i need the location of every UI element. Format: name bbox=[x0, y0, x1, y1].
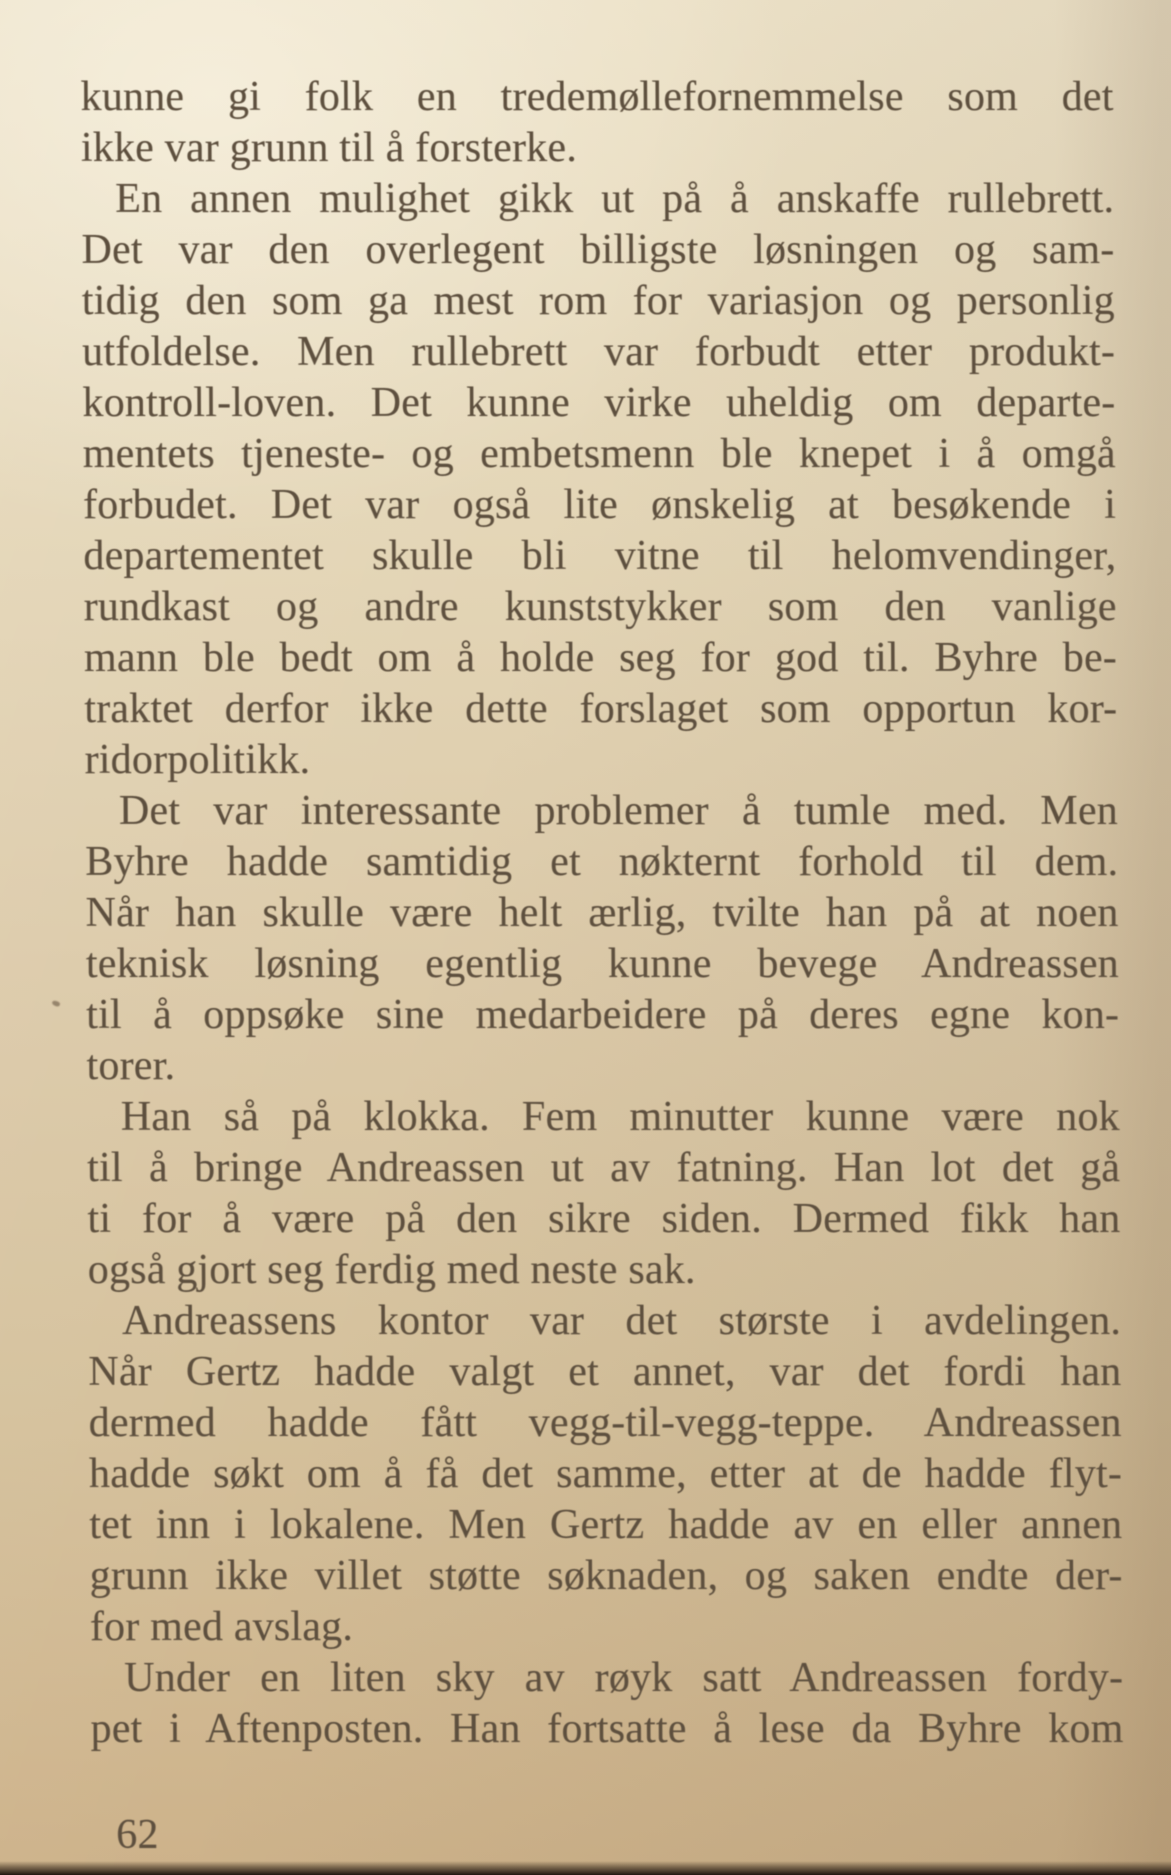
text-line: teknisk løsning egentlig kunne bevege Andreassen bbox=[85, 941, 1120, 987]
text-line: kunne gi folk en tredemøllefornemmelse som det bbox=[80, 74, 1114, 120]
text-line: Det var interessante problemer å tumle med. Men bbox=[118, 788, 1119, 834]
text-line: Under en liten sky av røyk satt Andreassen fordy- bbox=[124, 1655, 1124, 1701]
text-line: kontroll-loven. Det kunne virke uheldig om departe- bbox=[82, 380, 1116, 426]
text-line: mann ble bedt om å holde seg for god til. Byhre be- bbox=[83, 635, 1118, 681]
text-line: Byhre hadde samtidig et nøkternt forhold til dem. bbox=[85, 839, 1119, 885]
text-line: traktet derfor ikke dette forslaget som opportun kor- bbox=[84, 686, 1118, 732]
text-line: tidig den som ga mest rom for variasjon og personlig bbox=[81, 278, 1115, 324]
text-line: ti for å være på den sikre siden. Dermed fikk han bbox=[87, 1196, 1121, 1242]
text-line: tet inn i lokalene. Men Gertz hadde av en eller annen bbox=[89, 1502, 1123, 1548]
text-line: pet i Aftenposten. Han fortsatte å lese da Byhre kom bbox=[90, 1706, 1124, 1752]
text-line: til å oppsøke sine medarbeidere på deres egne kon- bbox=[86, 992, 1120, 1038]
text-line: mentets tjeneste- og embetsmenn ble knepet i å omgå bbox=[82, 431, 1116, 477]
text-line: Når han skulle være helt ærlig, tvilte han på at noen bbox=[85, 890, 1119, 936]
body-text bbox=[80, 72, 1123, 1755]
page-number: 62 bbox=[116, 1812, 159, 1858]
page-bottom-edge-shadow bbox=[0, 1861, 1171, 1875]
text-line: dermed hadde fått vegg-til-vegg-teppe. Andreassen bbox=[88, 1400, 1122, 1446]
text-line: forbudet. Det var også lite ønskelig at besøkende i bbox=[82, 482, 1117, 528]
text-line: Andreassens kontor var det største i avdelingen. bbox=[121, 1298, 1122, 1344]
text-line: for med avslag. bbox=[89, 1604, 354, 1650]
text-line: utfoldelse. Men rullebrett var forbudt etter produkt- bbox=[82, 329, 1116, 375]
text-line: også gjort seg ferdig med neste sak. bbox=[87, 1247, 696, 1293]
text-line: rundkast og andre kunststykker som den vanlige bbox=[83, 584, 1117, 630]
text-line: ridorpolitikk. bbox=[84, 737, 311, 783]
text-line: ikke var grunn til å forsterke. bbox=[80, 125, 578, 171]
text-line: Det var den overlegent billigste løsningen og sam- bbox=[81, 227, 1115, 273]
text-line: til å bringe Andreassen ut av fatning. Han lot det gå bbox=[86, 1145, 1121, 1191]
text-line: En annen mulighet gikk ut på å anskaffe rullebrett. bbox=[115, 176, 1115, 222]
text-line: Han så på klokka. Fem minutter kunne være nok bbox=[120, 1094, 1120, 1140]
text-line: torer. bbox=[86, 1043, 176, 1089]
text-line: grunn ikke villet støtte søknaden, og saken endte der- bbox=[89, 1553, 1123, 1599]
text-line: hadde søkt om å få det samme, etter at de hadde flyt- bbox=[88, 1451, 1123, 1497]
text-line: Når Gertz hadde valgt et annet, var det fordi han bbox=[88, 1349, 1122, 1395]
text-line: departementet skulle bli vitne til helomvendinger, bbox=[83, 533, 1117, 579]
